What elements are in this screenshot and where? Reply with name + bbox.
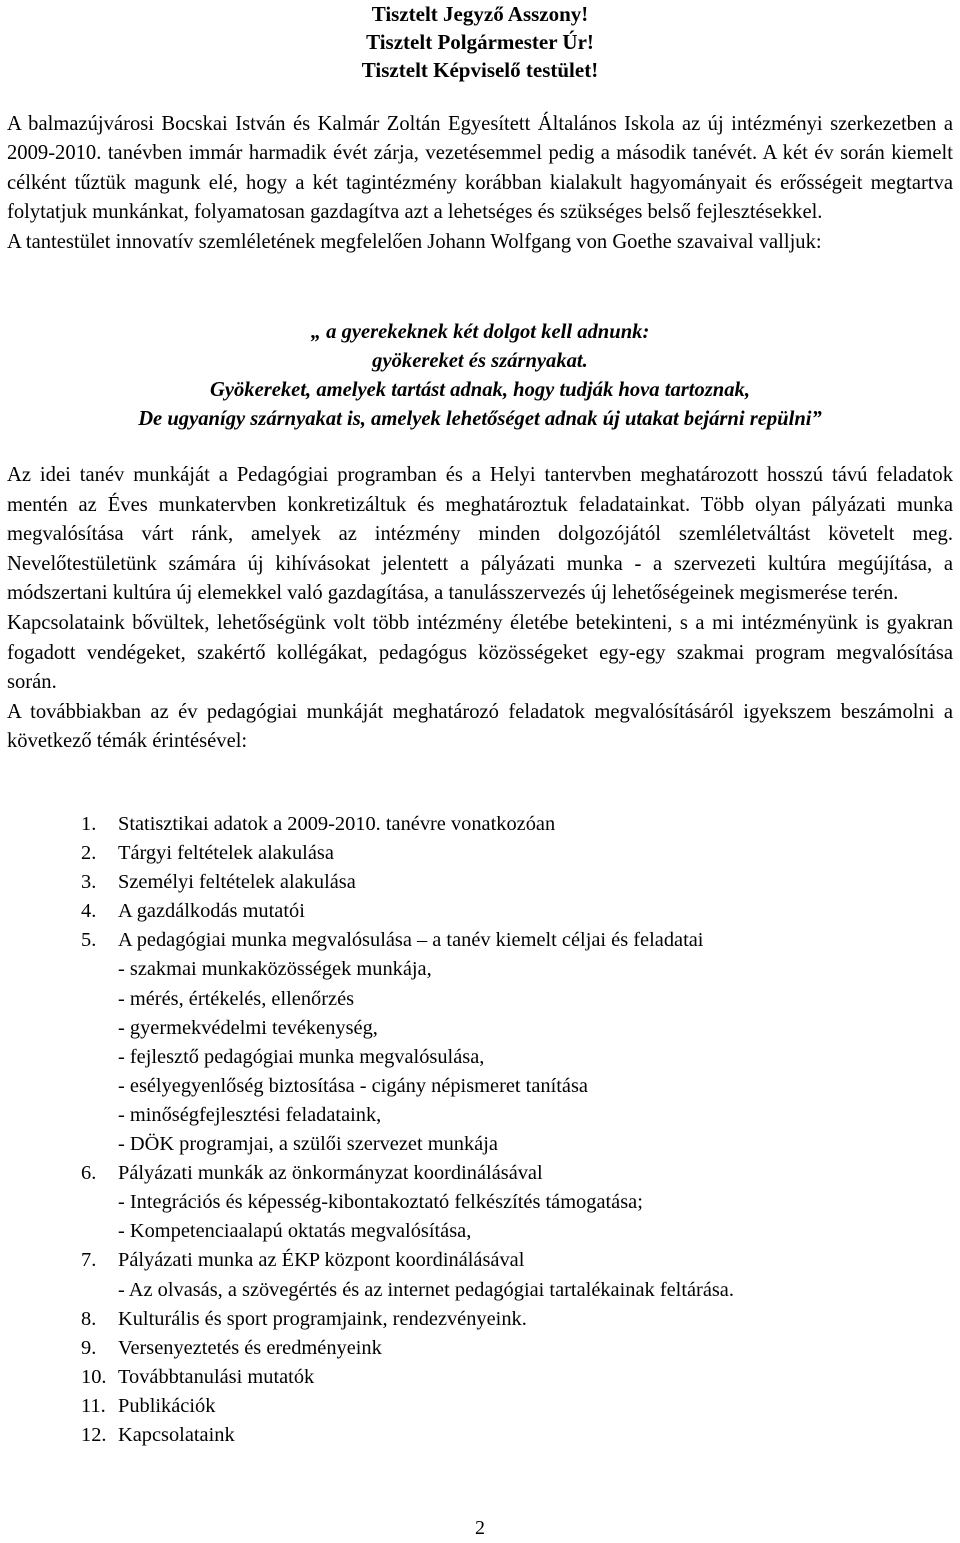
topic-item bbox=[0, 1246, 960, 1275]
quote-line-3: Gyökereket, amelyek tartást adnak, hogy tudják hova tartoznak, bbox=[209, 379, 750, 401]
topic-subitem bbox=[0, 1043, 960, 1072]
topic-number: 10. bbox=[81, 1365, 107, 1388]
topic-text: Kapcsolataink bbox=[118, 1423, 235, 1446]
intro-section bbox=[7, 110, 953, 257]
goethe-quote bbox=[0, 318, 960, 434]
topic-subitem bbox=[0, 1130, 960, 1159]
topic-item bbox=[0, 897, 960, 926]
quote-line-2: gyökereket és szárnyakat. bbox=[372, 350, 588, 372]
topic-item bbox=[0, 926, 960, 955]
topic-subitem bbox=[0, 1188, 960, 1217]
topic-subitem-text: - gyermekvédelmi tevékenység, bbox=[118, 1016, 378, 1039]
topic-text: Pályázati munka az ÉKP központ koordinálásával bbox=[118, 1249, 525, 1272]
topic-number: 12. bbox=[81, 1423, 107, 1446]
paragraph-relations: Kapcsolataink bővültek, lehetőségünk volt több intézmény életébe betekinteni, s a mi intézményünk is gyakran fogadott vendégeket, szakértő kollégákat, pedagógus közösségeket egy-egy szakmai program megvalósítása során. bbox=[7, 611, 953, 694]
topic-item bbox=[0, 1159, 960, 1188]
page-number: 2 bbox=[475, 1517, 485, 1539]
topic-subitem-text: - Az olvasás, a szövegértés és az internet pedagógiai tartalékainak feltárása. bbox=[118, 1278, 734, 1301]
topic-text: Publikációk bbox=[118, 1394, 216, 1417]
topic-item bbox=[0, 1363, 960, 1392]
quote-line-4: De ugyanígy szárnyakat is, amelyek lehetőséget adnak új utakat bejárni repülni” bbox=[138, 408, 822, 430]
topic-text: Tárgyi feltételek alakulása bbox=[118, 842, 334, 865]
topic-number: 3. bbox=[81, 871, 97, 894]
topic-subitem bbox=[0, 1276, 960, 1305]
topic-item bbox=[0, 839, 960, 868]
topic-subitem-text: - esélyegyenlőség biztosítása - cigány népismeret tanítása bbox=[118, 1074, 588, 1097]
main-section bbox=[7, 461, 953, 757]
greeting-line-3: Tisztelt Képviselő testület! bbox=[361, 58, 599, 82]
topic-subitem-text: - mérés, értékelés, ellenőrzés bbox=[118, 987, 355, 1010]
topic-subitem-text: - Kompetenciaalapú oktatás megvalósítása, bbox=[118, 1220, 472, 1243]
topics-list bbox=[0, 810, 960, 1450]
topic-text: Továbbtanulási mutatók bbox=[118, 1365, 315, 1388]
topic-subitem-text: - minőségfejlesztési feladataink, bbox=[118, 1103, 382, 1126]
greeting-line-2: Tisztelt Polgármester Úr! bbox=[366, 30, 594, 54]
topic-number: 7. bbox=[81, 1249, 97, 1272]
topic-item bbox=[0, 868, 960, 897]
topic-item bbox=[0, 810, 960, 839]
topic-text: Statisztikai adatok a 2009-2010. tanévre vonatkozóan bbox=[118, 813, 556, 835]
topic-number: 6. bbox=[81, 1162, 97, 1185]
quote-line-1: „ a gyerekeknek két dolgot kell adnunk: bbox=[310, 321, 650, 343]
greeting-block bbox=[0, 0, 960, 84]
topic-subitem-text: - Integrációs és képesség-kibontakoztató felkészítés támogatása; bbox=[118, 1191, 643, 1214]
greeting-line-1: Tisztelt Jegyző Asszony! bbox=[371, 2, 589, 26]
topic-text: Kulturális és sport programjaink, rendezvényeink. bbox=[118, 1307, 527, 1330]
topic-number: 9. bbox=[81, 1336, 97, 1359]
topic-number: 1. bbox=[81, 813, 97, 835]
topic-number: 4. bbox=[81, 900, 97, 923]
topic-subitem bbox=[0, 1101, 960, 1130]
paragraph-annual-work: Az idei tanév munkáját a Pedagógiai programban és a Helyi tantervben meghatározott hosszú távú feladatok mentén az Éves munkatervben konkretizáltuk és meghatároztuk feladatainkat. Több olyan pályázati munka megvalósítása várt ránk, amelyek az intézmény minden dolgozójától szemléletváltást követelt meg. Nevelőtestületünk számára új kihívásokat jelentett a pályázati munka - a szervezeti kultúra megújítása, a módszertani kultúra új elemekkel való gazdagítása, a tanulásszervezés új lehetőségeinek megismerése terén. bbox=[7, 464, 953, 605]
topic-subitem-text: - fejlesztő pedagógiai munka megvalósulása, bbox=[118, 1045, 485, 1068]
intro-paragraph: A balmazújvárosi Bocskai István és Kalmár Zoltán Egyesített Általános Iskola az új intézményi szerkezetben a 2009-2010. tanévben immár harmadik évét zárja, vezetésemmel pedig a második tanévét. A két év során kiemelt célként tűztük magunk elé, hogy a két tagintézmény korábban kialakult hagyományait és erősségeit megtartva folytatjuk munkánkat, folyamatosan gazdagítva azt a lehetséges és szükséges belső fejlesztésekkel. bbox=[7, 113, 953, 224]
topic-item bbox=[0, 1305, 960, 1334]
topic-subitem bbox=[0, 985, 960, 1014]
topic-text: Versenyeztetés és eredményeink bbox=[118, 1336, 382, 1359]
topic-item bbox=[0, 1421, 960, 1450]
paragraph-topics-intro: A továbbiakban az év pedagógiai munkáját meghatározó feladatok megvalósításáról igyekszem beszámolni a következő témák érintésével: bbox=[7, 700, 953, 753]
topic-item bbox=[0, 1334, 960, 1363]
topic-text: A gazdálkodás mutatói bbox=[118, 900, 305, 923]
topic-text: Pályázati munkák az önkormányzat koordinálásával bbox=[118, 1162, 543, 1185]
topic-text: Személyi feltételek alakulása bbox=[118, 871, 356, 894]
topic-number: 11. bbox=[81, 1394, 106, 1417]
topic-subitem bbox=[0, 1072, 960, 1101]
topic-number: 5. bbox=[81, 929, 97, 952]
topic-subitem bbox=[0, 955, 960, 984]
topic-subitem bbox=[0, 1217, 960, 1246]
topic-subitem-text: - DÖK programjai, a szülői szervezet munkája bbox=[118, 1133, 498, 1156]
topic-subitem bbox=[0, 1014, 960, 1043]
topic-subitem-text: - szakmai munkaközösségek munkája, bbox=[118, 958, 432, 981]
topic-item bbox=[0, 1392, 960, 1421]
topic-number: 8. bbox=[81, 1307, 97, 1330]
topic-number: 2. bbox=[81, 842, 97, 865]
goethe-paragraph: A tantestület innovatív szemléletének megfelelően Johann Wolfgang von Goethe szavaival valljuk: bbox=[7, 230, 822, 253]
topic-text: A pedagógiai munka megvalósulása – a tanév kiemelt céljai és feladatai bbox=[118, 929, 704, 952]
